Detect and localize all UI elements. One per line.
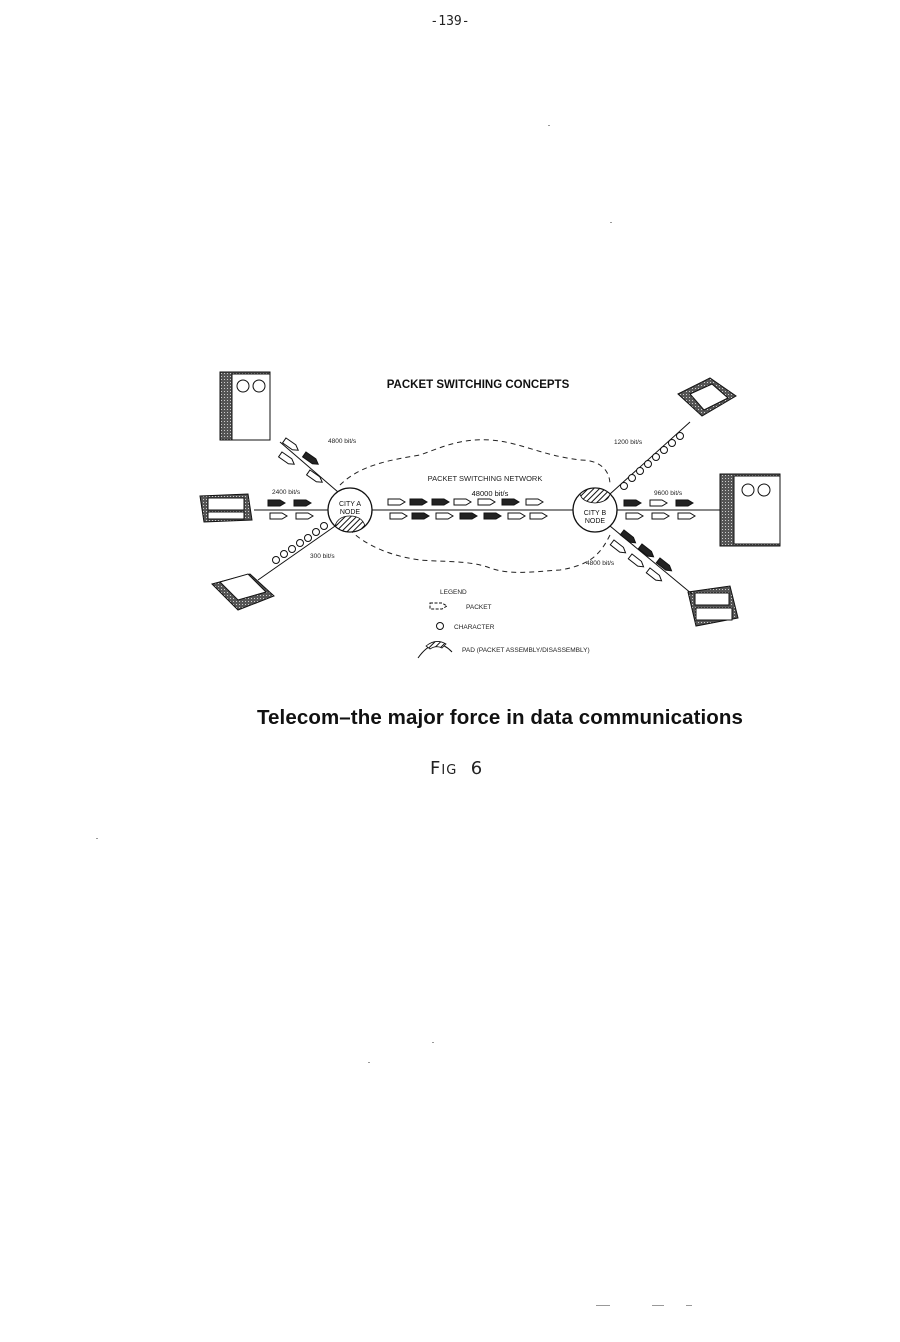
figure-label-number: 6 (470, 758, 484, 779)
scan-speck (596, 1305, 610, 1306)
network-cloud (340, 440, 610, 573)
computer-right-icon (720, 474, 780, 546)
svg-text:CITY B: CITY B (583, 510, 607, 517)
figure-label-f: F (430, 758, 442, 779)
diagram-title: PACKET SWITCHING CONCEPTS (386, 379, 570, 391)
rate-label-1200: 1200 bit/s (614, 439, 643, 446)
svg-text:NODE: NODE (584, 518, 606, 525)
rate-label-48000: 48000 bit/s (471, 489, 509, 498)
packet-icon (430, 603, 447, 609)
rate-label-2400: 2400 bit/s (272, 489, 301, 496)
rate-label-300: 300 bit/s (310, 553, 335, 560)
legend (418, 589, 590, 658)
legend-label-character: CHARACTER (454, 624, 495, 631)
scan-speck (96, 838, 98, 839)
terminal-left-icon (200, 494, 252, 522)
scan-speck (652, 1305, 664, 1306)
legend-label-packet: PACKET (466, 604, 492, 611)
backbone-packets (388, 499, 547, 519)
city-a-node (328, 488, 372, 532)
character-icon (437, 623, 444, 630)
packet-switching-diagram (190, 360, 800, 680)
network-label: PACKET SWITCHING NETWORK (427, 474, 543, 483)
printer-top-right-icon (678, 378, 736, 416)
svg-text:NODE: NODE (339, 509, 361, 516)
rate-label-4800-bottom: 4800 bit/s (586, 560, 615, 567)
rate-label-4800-top: 4800 bit/s (328, 438, 357, 445)
legend-label-pad: PAD (PACKET ASSEMBLY/DISASSEMBLY) (462, 647, 590, 654)
computer-top-left-icon (220, 372, 270, 440)
rate-label-9600: 9600 bit/s (654, 490, 683, 497)
city-b-node (573, 488, 617, 532)
figure-caption: Telecom–the major force in data communications (256, 706, 744, 729)
figure-label (430, 758, 483, 779)
svg-text:CITY A: CITY A (338, 501, 362, 508)
scan-speck (548, 125, 550, 126)
legend-title: LEGEND (440, 589, 467, 596)
page-number: -139- (430, 14, 470, 29)
terminal-bottom-right-icon (688, 586, 738, 626)
pad-icon (418, 641, 452, 658)
scan-speck (686, 1305, 692, 1306)
scan-speck (432, 1042, 434, 1043)
scan-speck (368, 1062, 370, 1063)
figure-label-ig: IG (441, 763, 458, 778)
scan-speck (610, 222, 612, 223)
printer-bottom-left-icon (212, 574, 274, 610)
